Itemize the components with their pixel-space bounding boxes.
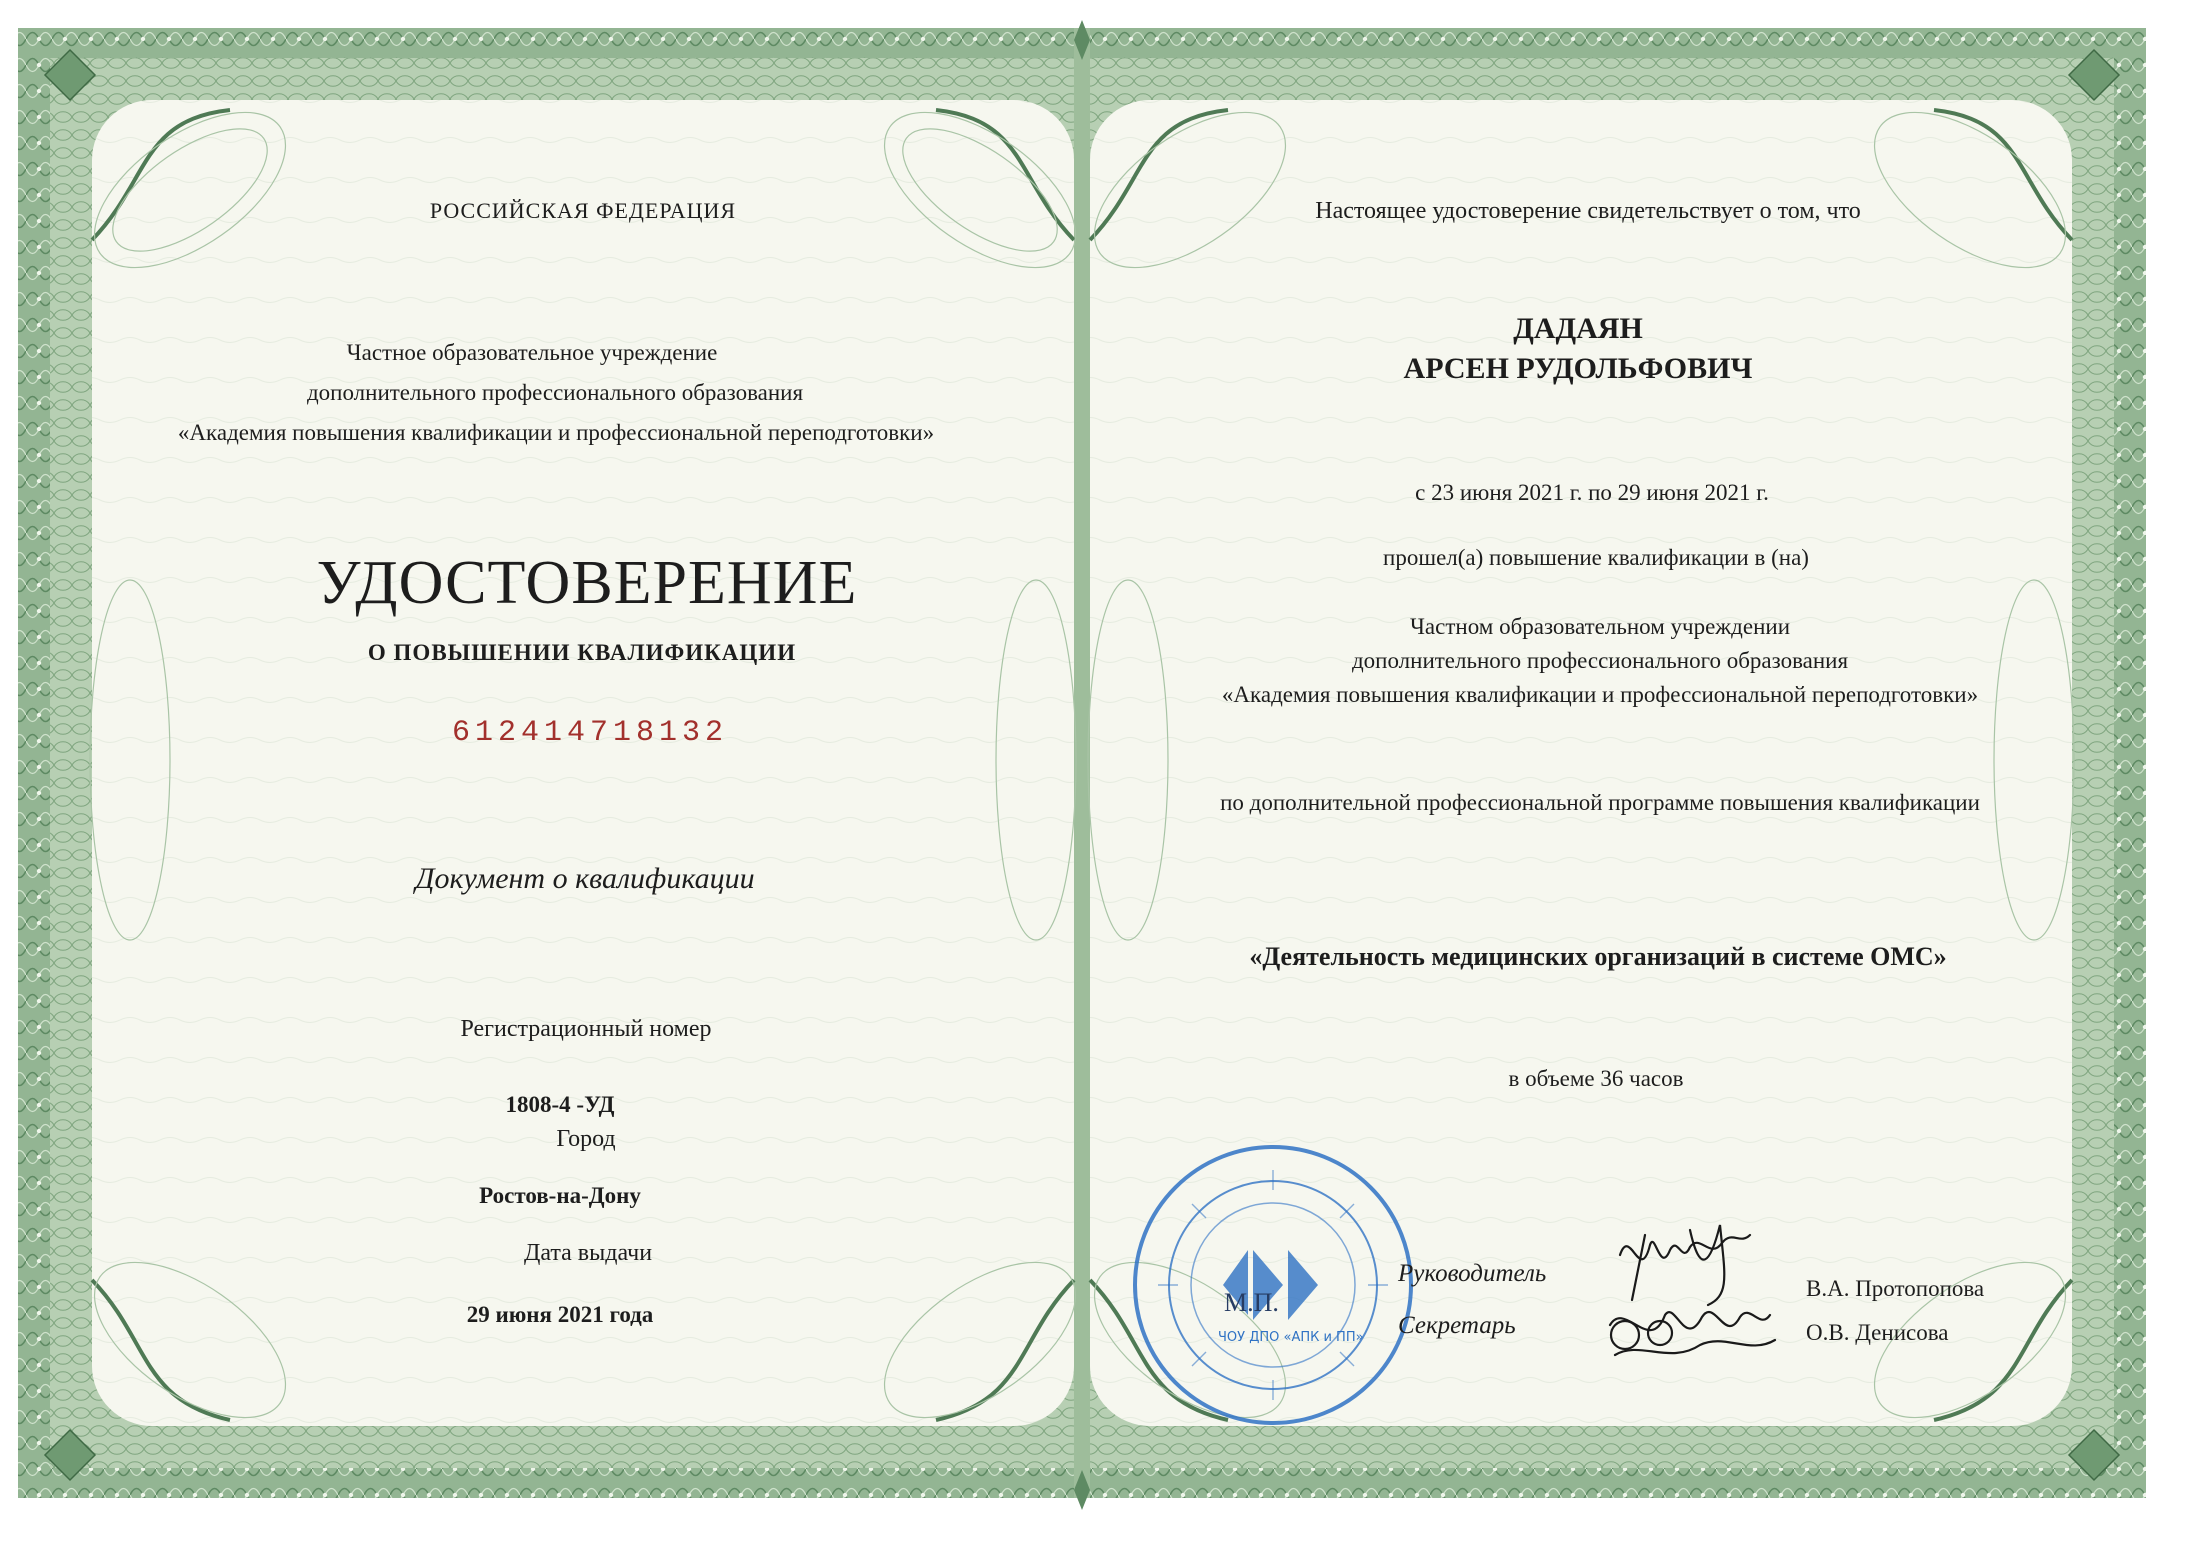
intro-text: Настоящее удостоверение свидетельствует о том, что	[1315, 198, 1861, 224]
official-stamp	[1128, 1140, 1418, 1430]
right-institution-line-3: «Академия повышения квалификации и профессиональной переподготовки»	[1221, 682, 1979, 707]
hours-text: в объеме 36 часов	[1508, 1066, 1684, 1091]
program-label: по дополнительной профессиональной программе повышения квалификации	[1220, 790, 1980, 815]
city-label: Город	[556, 1126, 616, 1152]
serial-number: 612414718132	[451, 716, 729, 750]
registration-label: Регистрационный номер	[460, 1016, 712, 1042]
right-institution-line-1: Частном образовательном учреждении	[1409, 614, 1791, 639]
document-type: Документ о квалификации	[415, 862, 755, 895]
country-label: РОССИЙСКАЯ ФЕДЕРАЦИЯ	[429, 198, 737, 223]
issue-date-value: 29 июня 2021 года	[466, 1302, 654, 1327]
institution-line-2: дополнительного профессионального образования	[306, 380, 804, 405]
document-title: УДОСТОВЕРЕНИЕ	[316, 549, 858, 617]
completion-text: прошел(а) повышение квалификации в (на)	[1383, 545, 1809, 570]
city-value: Ростов-на-Дону	[479, 1183, 641, 1208]
head-name: В.А. Протопопова	[1806, 1276, 1985, 1301]
head-role: Руководитель	[1398, 1260, 1547, 1287]
recipient-surname: ДАДАЯН	[1513, 312, 1643, 345]
signatures	[1590, 1205, 1790, 1405]
training-period: с 23 июня 2021 г. по 29 июня 2021 г.	[1415, 480, 1769, 505]
stamp-mp-label: М.П.	[1224, 1288, 1279, 1317]
document-subtitle: О ПОВЫШЕНИИ КВАЛИФИКАЦИИ	[367, 640, 797, 665]
institution-line-1: Частное образовательное учреждение	[346, 340, 718, 365]
institution-line-3: «Академия повышения квалификации и профессиональной переподготовки»	[177, 420, 935, 445]
issue-date-label: Дата выдачи	[523, 1240, 653, 1266]
program-title: «Деятельность медицинских организаций в системе ОМС»	[1249, 942, 1947, 971]
stamp-org-label: ЧОУ ДПО «АПК и ПП»	[1218, 1330, 1364, 1345]
right-institution-line-2: дополнительного профессионального образования	[1351, 648, 1849, 673]
registration-number: 1808-4 -УД	[505, 1092, 615, 1117]
secretary-role: Секретарь	[1398, 1312, 1516, 1339]
secretary-name: О.В. Денисова	[1806, 1320, 1949, 1345]
recipient-name: АРСЕН РУДОЛЬФОВИЧ	[1403, 352, 1753, 385]
